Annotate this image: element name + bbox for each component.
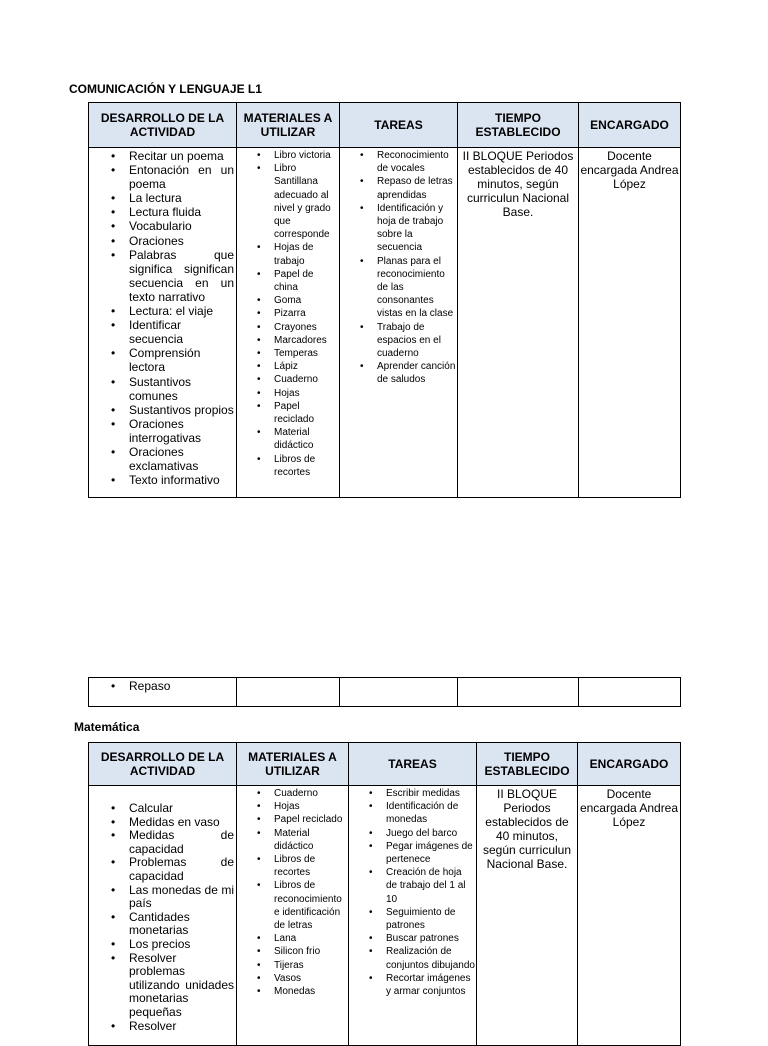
encargado-text: Docente encargada Andrea López xyxy=(580,149,679,191)
list-item: • Sustantivos comunes xyxy=(129,375,234,403)
list-item: • Recortar imágenes y armar conjuntos xyxy=(386,972,475,998)
header-materiales: MATERIALES A UTILIZAR xyxy=(237,743,349,786)
encargado-text: Docente encargada Andrea López xyxy=(579,787,679,829)
list-item: • Lana xyxy=(274,932,347,945)
list-item: • Palabras que significa significan secuencia en un texto narrativo xyxy=(129,248,234,304)
section-title-matematica: Matemática xyxy=(74,720,140,734)
list-item: • Libros de recortes xyxy=(274,853,347,879)
encargado-cell xyxy=(579,148,681,498)
encargado-cell xyxy=(579,678,681,707)
list-item: • Texto informativo xyxy=(129,473,234,487)
materiales-list xyxy=(237,786,348,998)
tareas-cell xyxy=(340,148,458,498)
list-item: • Goma xyxy=(274,294,338,307)
list-item: • Pizarra xyxy=(274,307,338,320)
list-item: • Temperas xyxy=(274,347,338,360)
list-item: • Hojas xyxy=(274,800,347,813)
list-item: • Identificación y hoja de trabajo sobre la secuencia xyxy=(377,202,456,255)
list-item: • Juego del barco xyxy=(386,827,475,840)
list-item: • Papel reciclado xyxy=(274,813,347,826)
header-actividad: DESARROLLO DE LA ACTIVIDAD xyxy=(89,103,237,148)
list-item: • Medidas en vaso xyxy=(129,816,234,830)
list-item: • Lápiz xyxy=(274,360,338,373)
list-item: • Oraciones xyxy=(129,234,234,248)
materiales-cell xyxy=(237,678,340,707)
list-item: • Silicon frio xyxy=(274,945,347,958)
list-item: • Libro Santillana adecuado al nivel y grado que corresponde xyxy=(274,162,338,241)
list-item: • Seguimiento de patrones xyxy=(386,906,475,932)
header-tareas: TAREAS xyxy=(349,743,477,786)
header-tiempo: TIEMPO ESTABLECIDO xyxy=(458,103,579,148)
list-item: • Tijeras xyxy=(274,959,347,972)
list-item: • Oraciones exclamativas xyxy=(129,445,234,473)
list-item: • Libros de recortes xyxy=(274,453,338,479)
tiempo-text: II BLOQUE Periodos establecidos de 40 minutos, según curriculun Nacional Base. xyxy=(462,149,574,219)
list-item: • Cuaderno xyxy=(274,373,338,386)
actividades-cell xyxy=(89,786,237,1046)
list-item: • Medidas de capacidad xyxy=(129,829,234,856)
list-item: • Libros de reconocimiento e identificación de letras xyxy=(274,879,347,932)
list-item: • Aprender canción de saludos xyxy=(377,360,456,386)
header-encargado: ENCARGADO xyxy=(578,743,681,786)
list-item: • Repaso de letras aprendidas xyxy=(377,175,456,201)
tareas-cell xyxy=(340,678,458,707)
list-item: • Problemas de capacidad xyxy=(129,856,234,883)
list-item: • Marcadores xyxy=(274,334,338,347)
list-item: • Repaso xyxy=(129,679,234,693)
tareas-list xyxy=(349,786,476,998)
actividades-list xyxy=(89,678,236,693)
materiales-cell xyxy=(237,786,349,1046)
tiempo-cell xyxy=(477,786,578,1046)
list-item: • Identificación de monedas xyxy=(386,800,475,826)
header-tareas: TAREAS xyxy=(340,103,458,148)
list-item: • Las monedas de mi país xyxy=(129,884,234,911)
list-item: • Calcular xyxy=(129,802,234,816)
list-item: • La lectura xyxy=(129,191,234,205)
header-actividad: DESARROLLO DE LA ACTIVIDAD xyxy=(89,743,237,786)
tareas-cell xyxy=(349,786,477,1046)
list-item: • Los precios xyxy=(129,938,234,952)
list-item: • Crayones xyxy=(274,321,338,334)
list-item: • Realización de conjuntos dibujando xyxy=(386,945,475,971)
list-item: • Papel reciclado xyxy=(274,400,338,426)
tiempo-cell xyxy=(458,148,579,498)
materiales-list xyxy=(237,148,339,479)
list-item: • Planas para el reconocimiento de las consonantes vistas en la clase xyxy=(377,255,456,321)
list-item: • Resolver problemas utilizando unidades monetarias pequeñas xyxy=(129,952,234,1020)
list-item: • Pegar imágenes de pertenece xyxy=(386,840,475,866)
list-item: • Cantidades monetarias xyxy=(129,911,234,938)
list-item: • Cuaderno xyxy=(274,787,347,800)
header-tiempo: TIEMPO ESTABLECIDO xyxy=(477,743,578,786)
list-item: • Monedas xyxy=(274,985,347,998)
list-item: • Lectura: el viaje xyxy=(129,304,234,318)
list-item: • Trabajo de espacios en el cuaderno xyxy=(377,321,456,361)
list-item: • Identificar secuencia xyxy=(129,318,234,346)
list-item: • Sustantivos propios xyxy=(129,403,234,417)
list-item: • Comprensión lectora xyxy=(129,346,234,374)
list-item: • Oraciones interrogativas xyxy=(129,417,234,445)
list-item: • Papel de china xyxy=(274,268,338,294)
actividades-cell xyxy=(89,678,237,707)
section-title-comunicacion: COMUNICACIÓN Y LENGUAJE L1 xyxy=(69,82,262,96)
list-item: • Libro victoria xyxy=(274,149,338,162)
encargado-cell xyxy=(578,786,681,1046)
list-item: • Reconocimiento de vocales xyxy=(377,149,456,175)
list-item: • Buscar patrones xyxy=(386,932,475,945)
list-item: • Creación de hoja de trabajo del 1 al 10 xyxy=(386,866,475,906)
list-item: • Resolver xyxy=(129,1020,234,1034)
list-item: • Hojas xyxy=(274,387,338,400)
list-item: • Material didáctico xyxy=(274,426,338,452)
materiales-cell xyxy=(237,148,340,498)
list-item: • Escribir medidas xyxy=(386,787,475,800)
header-encargado: ENCARGADO xyxy=(579,103,681,148)
list-item: • Vocabulario xyxy=(129,219,234,233)
tiempo-cell xyxy=(458,678,579,707)
list-item: • Recitar un poema xyxy=(129,149,234,163)
list-item: • Hojas de trabajo xyxy=(274,241,338,267)
list-item: • Material didáctico xyxy=(274,827,347,853)
list-item: • Vasos xyxy=(274,972,347,985)
tareas-list xyxy=(340,148,457,387)
actividades-list xyxy=(89,148,236,487)
header-materiales: MATERIALES A UTILIZAR xyxy=(237,103,340,148)
actividades-cell xyxy=(89,148,237,498)
actividades-list xyxy=(89,786,236,1033)
planning-table-comunicacion xyxy=(88,102,681,498)
list-item: • Entonación en un poema xyxy=(129,163,234,191)
planning-table-continuation xyxy=(88,677,681,707)
list-item: • Lectura fluida xyxy=(129,205,234,219)
tiempo-text: II BLOQUE Periodos establecidos de 40 minutos, según curriculun Nacional Base. xyxy=(482,787,572,871)
planning-table-matematica xyxy=(88,742,681,1046)
